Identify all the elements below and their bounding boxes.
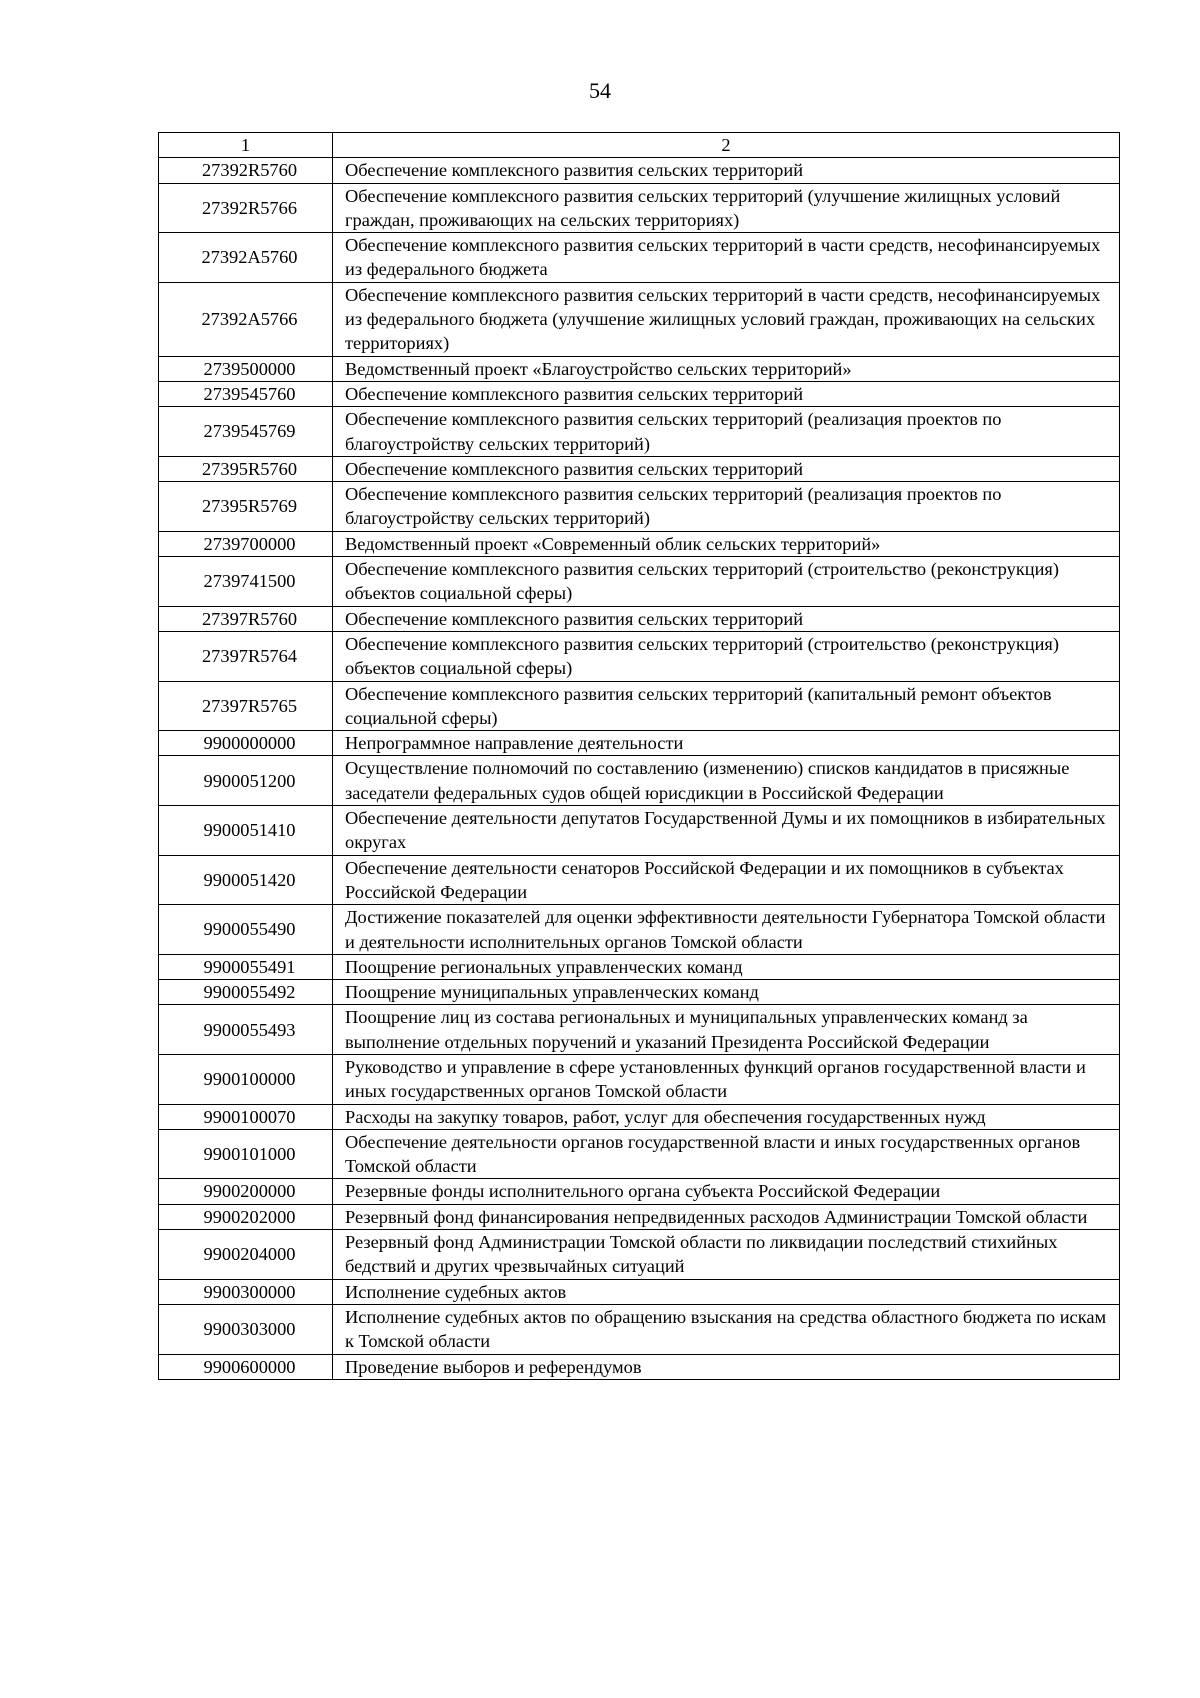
- row-description: Обеспечение комплексного развития сельских территорий (реализация проектов по благоустройству сельских территорий): [333, 482, 1120, 532]
- column-header-description: 2: [333, 133, 1120, 158]
- row-description: Обеспечение комплексного развития сельских территорий (строительство (реконструкция) объектов социальной сферы): [333, 631, 1120, 681]
- row-code: 2739500000: [159, 356, 333, 381]
- row-code: 9900055490: [159, 905, 333, 955]
- table-row: [159, 1304, 1120, 1354]
- table-row: [159, 905, 1120, 955]
- row-code: 27392A5760: [159, 233, 333, 283]
- row-code: 9900101000: [159, 1129, 333, 1179]
- table-row: [159, 531, 1120, 556]
- row-description: Обеспечение комплексного развития сельских территорий в части средств, несофинансируемых из федерального бюджета: [333, 233, 1120, 283]
- row-code: 9900303000: [159, 1304, 333, 1354]
- row-code: 9900051420: [159, 855, 333, 905]
- table-row: [159, 158, 1120, 183]
- row-description: Исполнение судебных актов по обращению взыскания на средства областного бюджета по искам к Томской области: [333, 1304, 1120, 1354]
- row-description: Ведомственный проект «Благоустройство сельских территорий»: [333, 356, 1120, 381]
- table-row: [159, 1005, 1120, 1055]
- row-description: Обеспечение комплексного развития сельских территорий: [333, 456, 1120, 481]
- row-description: Обеспечение комплексного развития сельских территорий (улучшение жилищных условий граждан, проживающих на сельских территориях): [333, 183, 1120, 233]
- row-code: 9900204000: [159, 1230, 333, 1280]
- row-description: Непрограммное направление деятельности: [333, 731, 1120, 756]
- table-row: [159, 1179, 1120, 1204]
- row-description: Резервный фонд финансирования непредвиденных расходов Администрации Томской области: [333, 1204, 1120, 1229]
- table-row: [159, 482, 1120, 532]
- table-row: [159, 456, 1120, 481]
- row-code: 2739545769: [159, 407, 333, 457]
- row-description: Обеспечение комплексного развития сельских территорий (капитальный ремонт объектов социальной сферы): [333, 681, 1120, 731]
- table-row: [159, 1204, 1120, 1229]
- row-description: Обеспечение комплексного развития сельских территорий (реализация проектов по благоустройству сельских территорий): [333, 407, 1120, 457]
- row-code: 9900051410: [159, 806, 333, 856]
- row-description: Поощрение муниципальных управленческих команд: [333, 980, 1120, 1005]
- table-row: [159, 606, 1120, 631]
- row-description: Обеспечение комплексного развития сельских территорий: [333, 606, 1120, 631]
- table-row: [159, 1279, 1120, 1304]
- row-description: Обеспечение деятельности органов государственной власти и иных государственных органов Томской области: [333, 1129, 1120, 1179]
- row-description: Обеспечение комплексного развития сельских территорий (строительство (реконструкция) объектов социальной сферы): [333, 557, 1120, 607]
- row-code: 9900600000: [159, 1354, 333, 1379]
- row-code: 27397R5764: [159, 631, 333, 681]
- row-code: 9900202000: [159, 1204, 333, 1229]
- row-code: 9900055493: [159, 1005, 333, 1055]
- row-description: Обеспечение деятельности депутатов Государственной Думы и их помощников в избирательных округах: [333, 806, 1120, 856]
- row-description: Исполнение судебных актов: [333, 1279, 1120, 1304]
- row-description: Поощрение региональных управленческих команд: [333, 954, 1120, 979]
- row-code: 9900100070: [159, 1104, 333, 1129]
- page-number: 54: [589, 78, 611, 103]
- row-description: Обеспечение деятельности сенаторов Российской Федерации и их помощников в субъектах Российской Федерации: [333, 855, 1120, 905]
- table-row: [159, 1054, 1120, 1104]
- row-description: Проведение выборов и референдумов: [333, 1354, 1120, 1379]
- table-row: [159, 557, 1120, 607]
- row-code: 9900055491: [159, 954, 333, 979]
- table-body: [159, 158, 1120, 1380]
- table-row: [159, 954, 1120, 979]
- table-row: [159, 407, 1120, 457]
- row-description: Обеспечение комплексного развития сельских территорий в части средств, несофинансируемых из федерального бюджета (улучшение жилищных условий граждан, проживающих на сельских территориях): [333, 282, 1120, 356]
- row-code: 27397R5760: [159, 606, 333, 631]
- row-code: 27392A5766: [159, 282, 333, 356]
- row-code: 27395R5760: [159, 456, 333, 481]
- table-row: [159, 1354, 1120, 1379]
- row-code: 9900000000: [159, 731, 333, 756]
- table-row: [159, 183, 1120, 233]
- row-description: Ведомственный проект «Современный облик сельских территорий»: [333, 531, 1120, 556]
- row-code: 2739545760: [159, 381, 333, 406]
- row-code: 27392R5760: [159, 158, 333, 183]
- table-row: [159, 356, 1120, 381]
- table-row: [159, 233, 1120, 283]
- row-code: 27392R5766: [159, 183, 333, 233]
- table-header-row: [159, 133, 1120, 158]
- row-code: 9900300000: [159, 1279, 333, 1304]
- row-description: Обеспечение комплексного развития сельских территорий: [333, 381, 1120, 406]
- row-code: 9900051200: [159, 756, 333, 806]
- row-code: 9900100000: [159, 1054, 333, 1104]
- row-description: Расходы на закупку товаров, работ, услуг для обеспечения государственных нужд: [333, 1104, 1120, 1129]
- row-code: 2739741500: [159, 557, 333, 607]
- row-code: 9900055492: [159, 980, 333, 1005]
- table-row: [159, 1104, 1120, 1129]
- row-description: Поощрение лиц из состава региональных и муниципальных управленческих команд за выполнение отдельных поручений и указаний Президента Российской Федерации: [333, 1005, 1120, 1055]
- table-row: [159, 731, 1120, 756]
- row-description: Обеспечение комплексного развития сельских территорий: [333, 158, 1120, 183]
- row-description: Резервные фонды исполнительного органа субъекта Российской Федерации: [333, 1179, 1120, 1204]
- row-description: Осуществление полномочий по составлению (изменению) списков кандидатов в присяжные заседатели федеральных судов общей юрисдикции в Российской Федерации: [333, 756, 1120, 806]
- table-row: [159, 980, 1120, 1005]
- table-row: [159, 282, 1120, 356]
- column-header-code: 1: [159, 133, 333, 158]
- row-code: 9900200000: [159, 1179, 333, 1204]
- table-row: [159, 681, 1120, 731]
- table-row: [159, 756, 1120, 806]
- table-row: [159, 855, 1120, 905]
- budget-code-table: [158, 132, 1120, 1380]
- table-row: [159, 631, 1120, 681]
- row-code: 27395R5769: [159, 482, 333, 532]
- table-row: [159, 1230, 1120, 1280]
- row-code: 2739700000: [159, 531, 333, 556]
- row-description: Руководство и управление в сфере установленных функций органов государственной власти и иных государственных органов Томской области: [333, 1054, 1120, 1104]
- table-row: [159, 806, 1120, 856]
- row-description: Достижение показателей для оценки эффективности деятельности Губернатора Томской области и деятельности исполнительных органов Томской области: [333, 905, 1120, 955]
- row-code: 27397R5765: [159, 681, 333, 731]
- row-description: Резервный фонд Администрации Томской области по ликвидации последствий стихийных бедствий и других чрезвычайных ситуаций: [333, 1230, 1120, 1280]
- table-row: [159, 1129, 1120, 1179]
- table-row: [159, 381, 1120, 406]
